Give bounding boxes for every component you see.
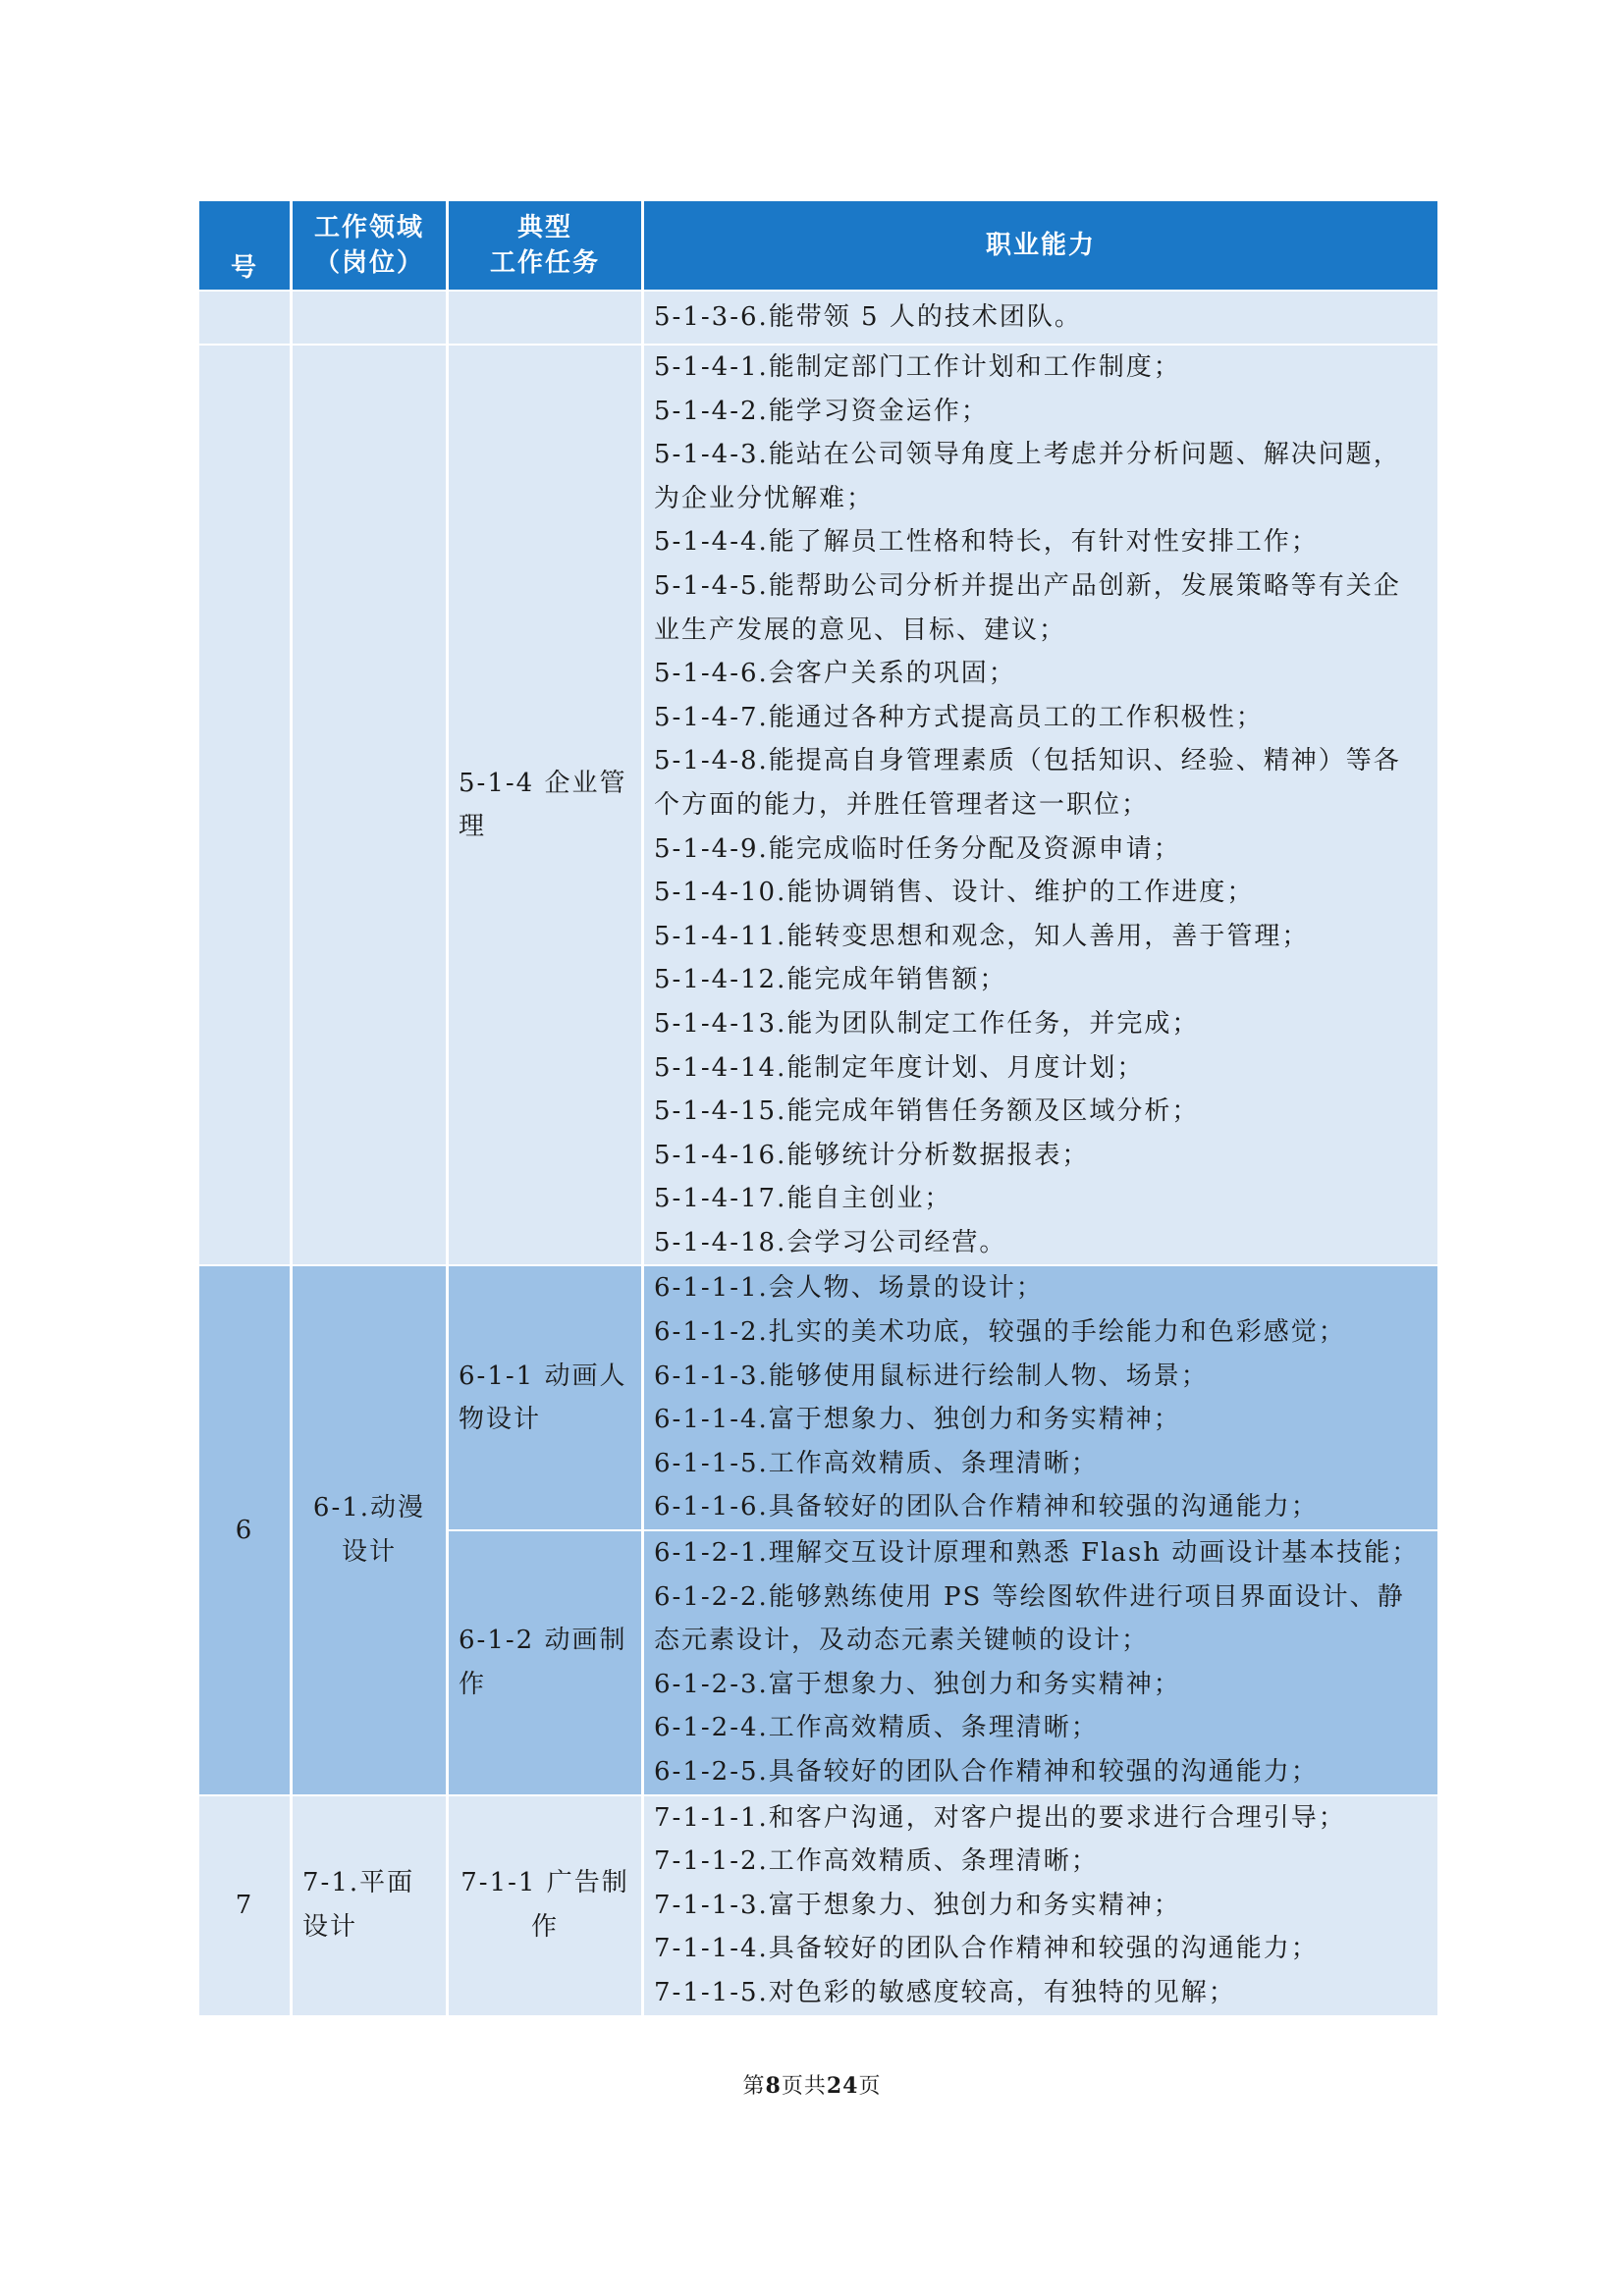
footer-suffix: 页 — [858, 2074, 882, 2099]
row-ability-cell — [644, 1796, 1437, 2015]
footer-prefix: 第 — [742, 2074, 766, 2099]
row-domain-cell: 7-1.平面设计 — [293, 1796, 446, 2015]
row-ability-cell — [644, 292, 1437, 344]
row-task-cell — [449, 292, 641, 344]
ability-item: 5-1-4-8.能提高自身管理素质（包括知识、经验、精神）等各个方面的能力，并胜任管理者这一职位； — [654, 746, 1401, 820]
ability-item: 5-1-4-17.能自主创业； — [654, 1184, 952, 1214]
table-row — [199, 1266, 1437, 1529]
header-vocational-ability: 职业能力 — [644, 201, 1437, 290]
row-domain-cell — [293, 292, 446, 344]
ability-item: 5-1-4-5.能帮助公司分析并提出产品创新，发展策略等有关企业生产发展的意见、目标、建议； — [654, 570, 1401, 645]
ability-item: 7-1-1-2.工作高效精质、条理清晰； — [654, 1846, 1099, 1877]
ability-item: 5-1-4-9.能完成临时任务分配及资源申请； — [654, 833, 1181, 864]
ability-item: 5-1-4-6.会客户关系的巩固； — [654, 659, 1016, 689]
ability-item: 5-1-4-7.能通过各种方式提高员工的工作积极性； — [654, 702, 1264, 732]
ability-item: 6-1-1-3.能够使用鼠标进行绘制人物、场景； — [654, 1361, 1209, 1391]
header-work-domain: 工作领域 （岗位） — [293, 201, 446, 290]
ability-item: 7-1-1-1.和客户沟通，对客户提出的要求进行合理引导； — [654, 1802, 1346, 1833]
ability-item: 5-1-4-16.能够统计分析数据报表； — [654, 1140, 1090, 1170]
table-header-row — [199, 201, 1437, 290]
ability-item: 6-1-1-2.扎实的美术功底，较强的手绘能力和色彩感觉； — [654, 1317, 1346, 1348]
ability-item: 7-1-1-3.富于想象力、独创力和务实精神； — [654, 1890, 1181, 1920]
row-ability-cell — [644, 346, 1437, 1264]
row-number-cell: 7 — [199, 1796, 290, 2015]
row-domain-cell: 6-1.动漫设计 — [293, 1266, 446, 1793]
row-number-cell: 6 — [199, 1266, 290, 1793]
competency-table — [196, 199, 1440, 2017]
ability-item: 6-1-2-4.工作高效精质、条理清晰； — [654, 1713, 1099, 1743]
row-task-cell: 5-1-4 企业管理 — [449, 346, 641, 1264]
ability-item: 5-1-4-12.能完成年销售额； — [654, 965, 1007, 995]
row-ability-cell — [644, 1531, 1437, 1794]
row-domain-cell — [293, 346, 446, 1264]
row-task-cell: 7-1-1 广告制作 — [449, 1796, 641, 2015]
table-row — [199, 292, 1437, 344]
ability-item: 5-1-4-18.会学习公司经营。 — [654, 1227, 1007, 1257]
page-footer — [0, 2069, 1624, 2100]
ability-item: 6-1-1-5.工作高效精质、条理清晰； — [654, 1448, 1099, 1478]
ability-item: 6-1-1-6.具备较好的团队合作精神和较强的沟通能力； — [654, 1492, 1319, 1522]
ability-item: 7-1-1-4.具备较好的团队合作精神和较强的沟通能力； — [654, 1934, 1319, 1964]
ability-item: 6-1-2-2.能够熟练使用 PS 等绘图软件进行项目界面设计、静态元素设计，及动态元素关键帧的设计； — [654, 1581, 1405, 1656]
row-number-cell — [199, 292, 290, 344]
header-number: 号 — [199, 201, 290, 290]
ability-item: 5-1-4-14.能制定年度计划、月度计划； — [654, 1052, 1145, 1083]
ability-item: 5-1-4-13.能为团队制定工作任务，并完成； — [654, 1008, 1200, 1039]
ability-item: 5-1-4-11.能转变思想和观念，知人善用，善于管理； — [654, 921, 1310, 951]
row-task-cell: 6-1-2 动画制作 — [449, 1531, 641, 1794]
ability-item: 7-1-1-5.对色彩的敏感度较高，有独特的见解； — [654, 1977, 1236, 2007]
row-ability-cell — [644, 1266, 1437, 1529]
table-row — [199, 1796, 1437, 2015]
ability-item: 5-1-3-6.能带领 5 人的技术团队。 — [654, 302, 1082, 333]
current-page-number: 8 — [765, 2073, 782, 2099]
ability-item: 5-1-4-1.能制定部门工作计划和工作制度； — [654, 352, 1181, 382]
ability-item: 6-1-1-4.富于想象力、独创力和务实精神； — [654, 1405, 1181, 1435]
ability-item: 5-1-4-2.能学习资金运作； — [654, 396, 989, 426]
ability-item: 5-1-4-4.能了解员工性格和特长，有针对性安排工作； — [654, 527, 1319, 558]
ability-item: 5-1-4-10.能协调销售、设计、维护的工作进度； — [654, 878, 1255, 908]
row-task-cell: 6-1-1 动画人物设计 — [449, 1266, 641, 1529]
total-page-number: 24 — [826, 2073, 859, 2099]
ability-item: 6-1-2-5.具备较好的团队合作精神和较强的沟通能力； — [654, 1757, 1319, 1787]
footer-middle: 页共 — [781, 2074, 827, 2099]
ability-item: 6-1-1-1.会人物、场景的设计； — [654, 1273, 1044, 1304]
table-row — [199, 346, 1437, 1264]
row-number-cell — [199, 346, 290, 1264]
header-typical-task: 典型 工作任务 — [449, 201, 641, 290]
ability-item: 5-1-4-3.能站在公司领导角度上考虑并分析问题、解决问题，为企业分忧解难； — [654, 440, 1401, 513]
ability-item: 6-1-2-3.富于想象力、独创力和务实精神； — [654, 1669, 1181, 1699]
ability-item: 5-1-4-15.能完成年销售任务额及区域分析； — [654, 1096, 1200, 1127]
ability-item: 6-1-2-1.理解交互设计原理和熟悉 Flash 动画设计基本技能； — [654, 1538, 1420, 1569]
